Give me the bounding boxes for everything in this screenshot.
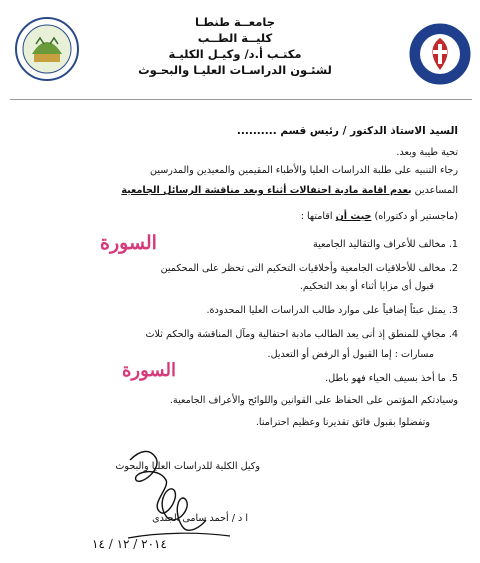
tanta-university-seal-icon — [14, 16, 80, 82]
header-divider — [10, 99, 472, 100]
list-item — [325, 372, 458, 386]
header-office: مكتـب أ.د/ وكيـل الكليـة — [168, 47, 302, 61]
body-line-2-plain: المساعدين — [411, 185, 458, 196]
faculty-of-medicine-seal-icon — [408, 22, 472, 86]
list-item — [206, 304, 458, 318]
body-line-3 — [301, 210, 458, 224]
body-line-3-emphasis: حيث أن — [335, 211, 372, 222]
list-item — [313, 238, 458, 252]
list-item — [161, 262, 458, 276]
signatory-name: ا د / أحمد سامى الجندى — [152, 513, 248, 524]
closing-line-2: وتفضلوا بقبول فائق تقديرنا وعظيم احترامنا. — [255, 417, 430, 428]
item-text: مجافٍ للمنطق إذ أنى يعد الطالب مادبة احتفالية ومآل المناقشة والحكم ثلاث — [145, 329, 446, 340]
item-text: مخالف للأعراف والتقاليد الجامعية — [312, 239, 446, 250]
salutation: السيد الاستاذ الدكتور / رئيس قسم .......... — [236, 125, 458, 137]
item-number: 1. — [448, 239, 458, 250]
item-number: 2. — [448, 263, 458, 274]
body-line-1: رجاء التنبيه على طلبة الدراسات العليا والأطباء المقيمين والمعيدين والمدرسين — [150, 165, 458, 176]
watermark-logo: السورة — [100, 232, 157, 254]
greeting: تحية طيبة وبعد. — [396, 147, 458, 158]
item-text: ما أخذ بسيف الحياء فهو باطل. — [325, 373, 446, 384]
handwritten-date: ٢٠١٤ / ١٢ / ١٤ — [92, 537, 167, 551]
body-line-2-emphasis: بعدم اقامة مادبة احتفالات أثناء وبعد مناقشة الرسائل الجامعية — [121, 185, 412, 196]
signatory-title: وكيل الكلية للدراسات العليا والبحوث — [115, 461, 260, 472]
item-number: 5. — [448, 373, 458, 384]
item-text: مخالف للأخلاقيات الجامعية وأخلاقيات التحكيم التى تحظر على المحكمين — [160, 263, 446, 274]
list-item-continuation: مسارات : إما القبول أو الرفض أو التعديل. — [267, 349, 434, 360]
header-faculty: كليــة الطــب — [197, 31, 273, 45]
closing-line-1: وسيادتكم المؤتمن على الحفاظ على القوانين واللوائح والأعراف الجامعية. — [169, 395, 458, 406]
list-item — [145, 328, 458, 342]
item-text: يمثل عبئاً إضافياً على موارد طالب الدراسات العليا المحدودة. — [206, 305, 446, 316]
header-university: جامعــة طنطـا — [194, 15, 276, 29]
watermark-logo: السورة — [122, 360, 176, 381]
list-item-continuation: قبول أى مزايا أثناء أو بعد التحكيم. — [299, 281, 434, 292]
body-line-2 — [121, 184, 458, 198]
body-line-3-pre: (ماجستير أو دكتوراه) — [371, 211, 458, 222]
body-line-3-post: اقامتها : — [300, 211, 336, 222]
letterhead — [110, 14, 360, 78]
item-number: 3. — [448, 305, 458, 316]
header-department: لشئـون الدراسـات العليـا والبحـوث — [138, 63, 332, 77]
item-number: 4. — [448, 329, 458, 340]
